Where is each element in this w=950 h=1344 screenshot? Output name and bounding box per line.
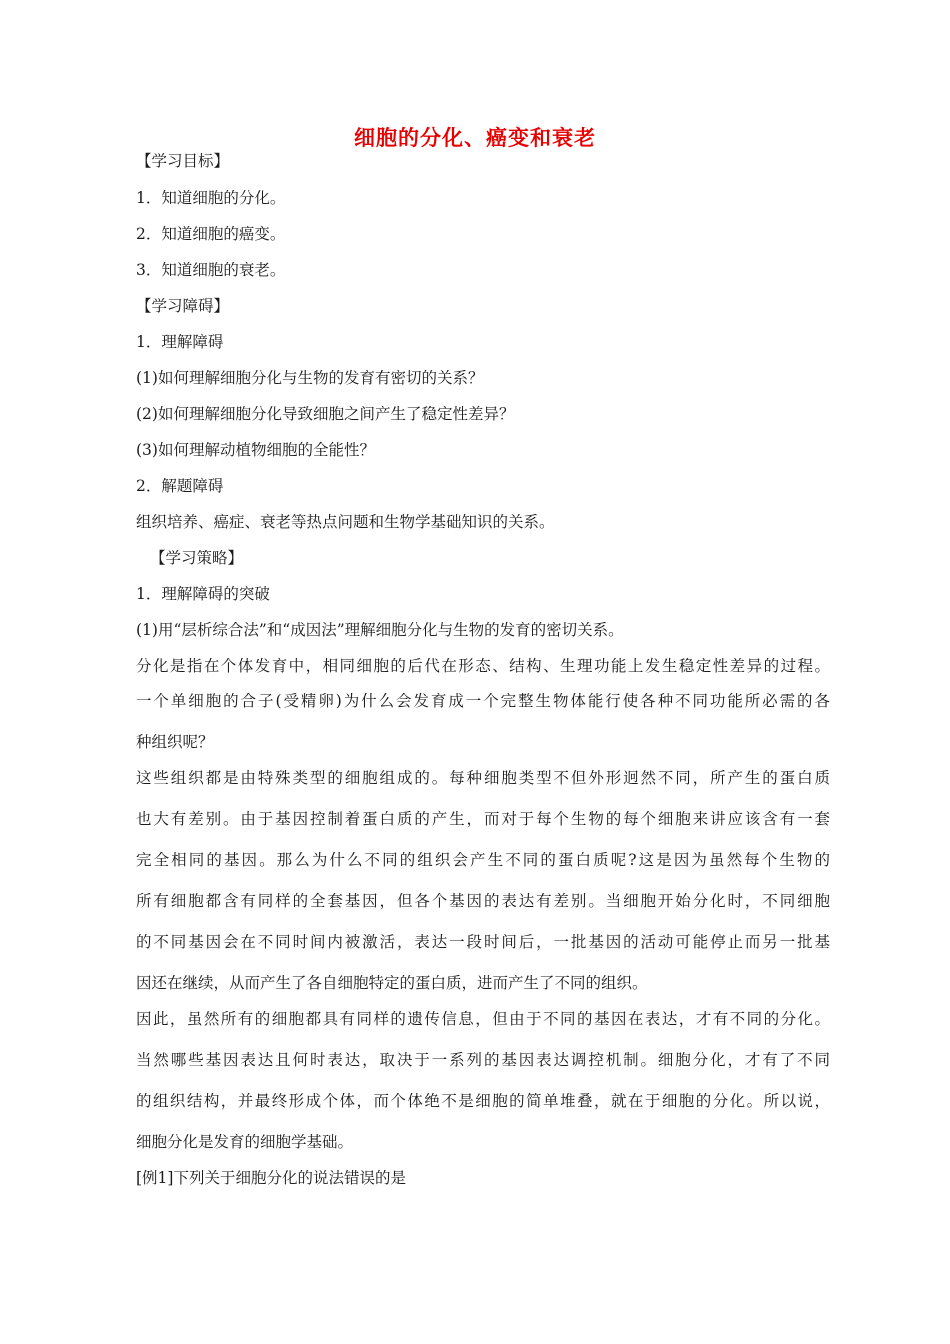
paragraph-line: 种组织呢？	[136, 733, 214, 751]
paragraph-line: 完全相同的基因。那么为什么不同的组织会产生不同的蛋白质呢?这是因为虽然每个生物的	[136, 851, 830, 869]
paragraph-line: 一个单细胞的合子(受精卵)为什么会发育成一个完整生物体能行使各种不同功能所必需的各	[136, 692, 830, 710]
paragraph-line: 的不同基因会在不同时间内被激活，表达一段时间后，一批基因的活动可能停止而另一批基	[136, 933, 830, 951]
paragraph-line: 当然哪些基因表达且何时表达，取决于一系列的基因表达调控机制。细胞分化，才有了不同	[136, 1051, 830, 1069]
question-item: (1)如何理解细胞分化与生物的发育有密切的关系？	[136, 369, 484, 387]
document-title: 细胞的分化、癌变和衰老	[354, 125, 596, 150]
section-heading-objectives: 【学习目标】	[136, 152, 230, 170]
paragraph-line: 组织培养、癌症、衰老等热点问题和生物学基础知识的关系。	[136, 513, 555, 531]
objective-item: 2．知道细胞的癌变。	[136, 225, 286, 243]
subheading: 1．理解障碍的突破	[136, 585, 270, 603]
paragraph-line: 细胞分化是发育的细胞学基础。	[136, 1133, 354, 1151]
question-item: (3)如何理解动植物细胞的全能性？	[136, 441, 375, 459]
section-heading-obstacles: 【学习障碍】	[136, 297, 230, 315]
paragraph-line: 因还在继续，从而产生了各自细胞特定的蛋白质，进而产生了不同的组织。	[136, 974, 648, 992]
objective-item: 1．知道细胞的分化。	[136, 189, 286, 207]
example-question: [例1]下列关于细胞分化的说法错误的是	[136, 1169, 406, 1187]
paragraph-line: 的组织结构，并最终形成个体，而个体绝不是细胞的简单堆叠，就在于细胞的分化。所以说，	[136, 1092, 830, 1110]
subheading: 2．解题障碍	[136, 477, 224, 495]
objective-item: 3．知道细胞的衰老。	[136, 261, 286, 279]
paragraph-line: 这些组织都是由特殊类型的细胞组成的。每种细胞类型不但外形迥然不同，所产生的蛋白质	[136, 769, 830, 787]
paragraph-line: (1)用“层析综合法”和“成因法”理解细胞分化与生物的发育的密切关系。	[136, 621, 624, 639]
paragraph-line: 所有细胞都含有同样的全套基因，但各个基因的表达有差别。当细胞开始分化时，不同细胞	[136, 892, 830, 910]
paragraph-line: 分化是指在个体发育中，相同细胞的后代在形态、结构、生理功能上发生稳定性差异的过程。	[136, 657, 830, 675]
paragraph-line: 也大有差别。由于基因控制着蛋白质的产生，而对于每个生物的每个细胞来讲应该含有一套	[136, 810, 830, 828]
subheading: 1．理解障碍	[136, 333, 224, 351]
question-item: (2)如何理解细胞分化导致细胞之间产生了稳定性差异？	[136, 405, 515, 423]
paragraph-line: 因此，虽然所有的细胞都具有同样的遗传信息，但由于不同的基因在表达，才有不同的分化。	[136, 1010, 830, 1028]
section-heading-strategies: 【学习策略】	[150, 549, 244, 567]
